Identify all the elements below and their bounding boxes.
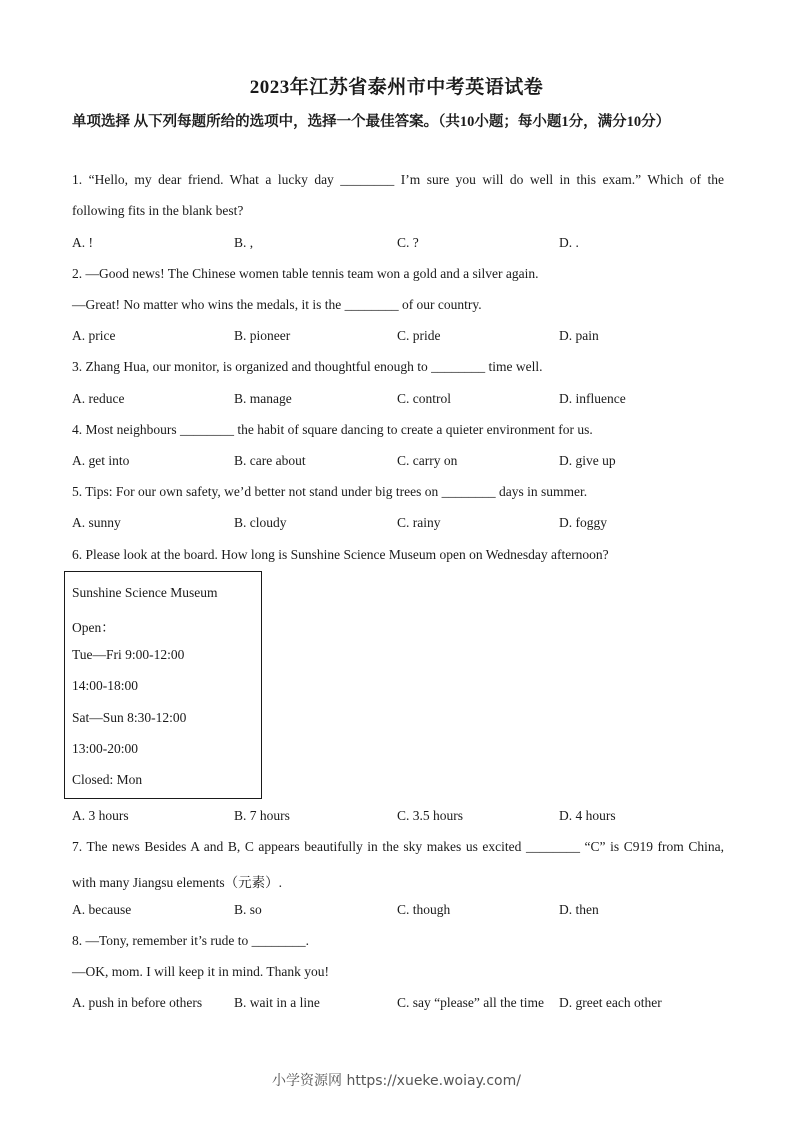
question-5-option-a[interactable]: A. sunny <box>72 515 121 530</box>
question-2-option-d[interactable]: D. pain <box>559 328 599 343</box>
question-8-stem: 8. —Tony, remember it’s rude to ________. <box>72 933 310 948</box>
question-5-stem: 5. Tips: For our own safety, we’d better not stand under big trees on ________ days in summer. <box>72 484 588 499</box>
footer-watermark: 小学资源网 https://xueke.woiay.com/ <box>272 1073 521 1089</box>
board-line: 13:00-20:00 <box>72 741 138 756</box>
question-7-option-b[interactable]: B. so <box>234 902 262 917</box>
question-1-option-c[interactable]: C. ? <box>397 235 419 250</box>
question-3-option-c[interactable]: C. control <box>397 391 451 406</box>
board-line: 14:00-18:00 <box>72 678 138 693</box>
question-8-option-c[interactable]: C. say “please” all the time <box>397 995 544 1010</box>
question-2-option-b[interactable]: B. pioneer <box>234 328 291 343</box>
question-7-stem-cont: with many Jiangsu elements（元素）. <box>72 875 282 890</box>
question-8-option-b[interactable]: B. wait in a line <box>234 995 320 1010</box>
question-1-stem-cont: following fits in the blank best? <box>72 203 244 218</box>
question-6-option-d[interactable]: D. 4 hours <box>559 808 616 823</box>
question-5-option-d[interactable]: D. foggy <box>559 515 607 530</box>
question-8-option-a[interactable]: A. push in before others <box>72 995 203 1010</box>
question-6-stem: 6. Please look at the board. How long is Sunshine Science Museum open on Wednesday afternoon? <box>72 547 609 562</box>
board-line: Open： <box>72 620 115 635</box>
board-line: Closed: Mon <box>72 772 143 787</box>
question-4-option-a[interactable]: A. get into <box>72 453 130 468</box>
question-5-option-b[interactable]: B. cloudy <box>234 515 287 530</box>
question-7-option-d[interactable]: D. then <box>559 902 599 917</box>
question-1-option-d[interactable]: D. . <box>559 235 579 250</box>
question-3-option-b[interactable]: B. manage <box>234 391 292 406</box>
page-title: 2023年江苏省泰州市中考英语试卷 <box>249 77 544 98</box>
question-7-stem: 7. The news Besides A and B, C appears beautifully in the sky makes us excited ________ “C” is C919 from China, <box>72 839 724 854</box>
question-4-option-c[interactable]: C. carry on <box>397 453 458 468</box>
question-1-stem: 1. “Hello, my dear friend. What a lucky day ________ I’m sure you will do well in this exam.” Which of the <box>72 172 724 187</box>
question-3-option-a[interactable]: A. reduce <box>72 391 125 406</box>
question-2-stem: 2. —Good news! The Chinese women table tennis team won a gold and a silver again. <box>72 266 539 281</box>
question-7-option-a[interactable]: A. because <box>72 902 132 917</box>
section-instructions: 单项选择 从下列每题所给的选项中，选择一个最佳答案。（共10小题；每小题1分，满分10分） <box>72 114 671 130</box>
question-6-option-a[interactable]: A. 3 hours <box>72 808 129 823</box>
board-line: Sunshine Science Museum <box>72 585 218 600</box>
question-7-option-c[interactable]: C. though <box>397 902 451 917</box>
question-6-option-b[interactable]: B. 7 hours <box>234 808 290 823</box>
question-3-stem: 3. Zhang Hua, our monitor, is organized and thoughtful enough to ________ time well. <box>72 359 543 374</box>
museum-notice-board <box>64 571 262 799</box>
question-3-option-d[interactable]: D. influence <box>559 391 626 406</box>
question-4-stem: 4. Most neighbours ________ the habit of square dancing to create a quieter environment for us. <box>72 422 593 437</box>
question-4-option-b[interactable]: B. care about <box>234 453 306 468</box>
board-line: Sat—Sun 8:30-12:00 <box>72 710 187 725</box>
question-1-option-b[interactable]: B. , <box>234 235 254 250</box>
question-2-stem-cont: —Great! No matter who wins the medals, it is the ________ of our country. <box>72 297 482 312</box>
question-5-option-c[interactable]: C. rainy <box>397 515 441 530</box>
board-line: Tue—Fri 9:00-12:00 <box>72 647 185 662</box>
question-1-option-a[interactable]: A. ! <box>72 235 93 250</box>
question-8-stem-cont: —OK, mom. I will keep it in mind. Thank you! <box>72 964 329 979</box>
question-8-option-d[interactable]: D. greet each other <box>559 995 662 1010</box>
question-2-option-c[interactable]: C. pride <box>397 328 441 343</box>
question-6-option-c[interactable]: C. 3.5 hours <box>397 808 464 823</box>
question-4-option-d[interactable]: D. give up <box>559 453 616 468</box>
question-2-option-a[interactable]: A. price <box>72 328 116 343</box>
